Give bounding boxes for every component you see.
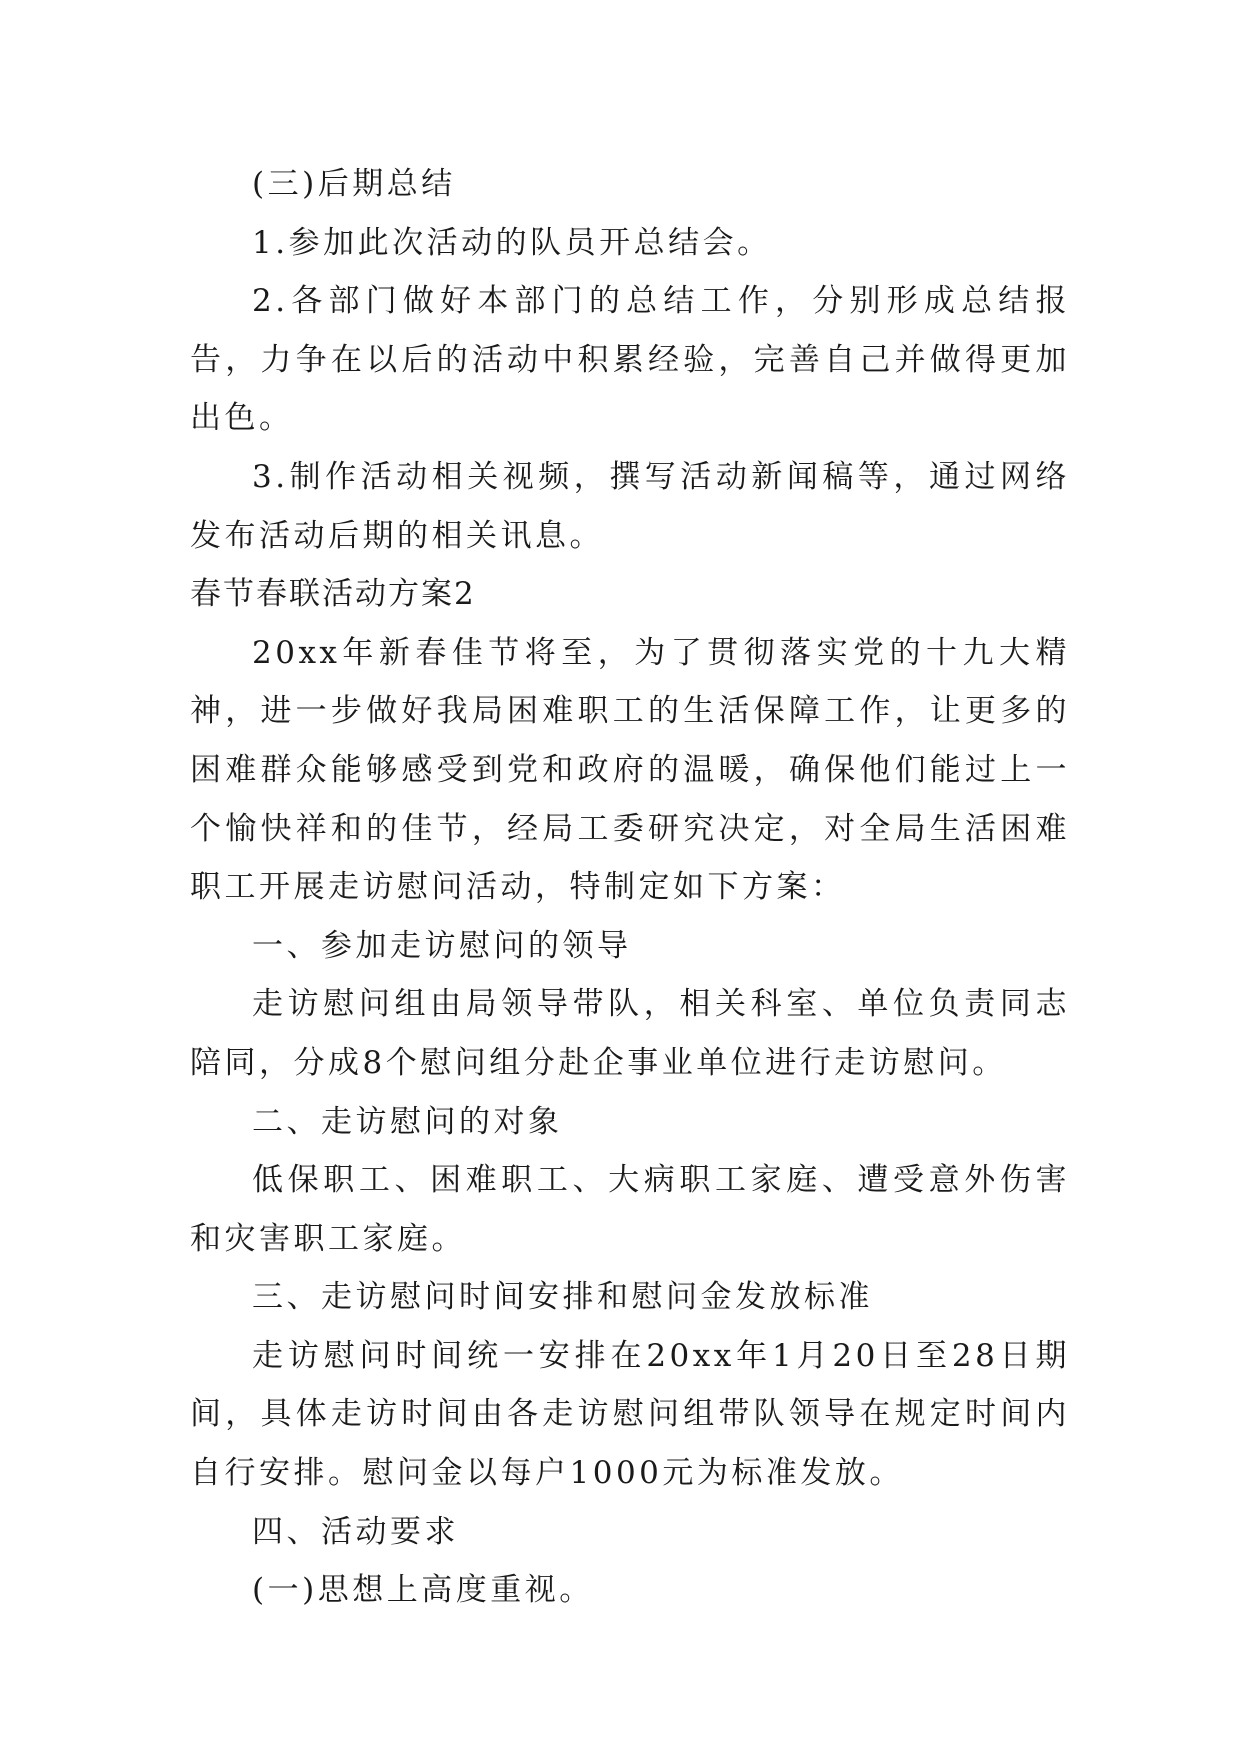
section-heading: (三)后期总结 [252,166,456,202]
intro-paragraph: 20xx年新春佳节将至，为了贯彻落实党的十九大精神，进一步做好我局困难职工的生活保障工作，让更多的困难群众能够感受到党和政府的温暖，确保他们能过上一个愉快祥和的佳节，经局工委研究决定，对全局生活困难职工开展走访慰问活动，特制定如下方案： [190,634,1070,906]
section-heading: 三、走访慰问时间安排和慰问金发放标准 [252,1279,873,1316]
body-paragraph: 走访慰问时间统一安排在20xx年1月20日至28日期间，具体走访时间由各走访慰问组带队领导在规定时间内自行安排。慰问金以每户1000元为标准发放。 [190,1337,1070,1492]
list-item: 2.各部门做好本部门的总结工作，分别形成总结报告，力争在以后的活动中积累经验，完善自己并做得更加出色。 [190,283,1070,437]
body-paragraph: 走访慰问组由局领导带队，相关科室、单位负责同志陪同，分成8个慰问组分赴企事业单位进行走访慰问。 [190,986,1070,1081]
section-heading: 一、参加走访慰问的领导 [252,927,632,964]
section-heading: 二、走访慰问的对象 [252,1103,563,1140]
section-heading: 四、活动要求 [252,1513,459,1550]
body-paragraph: 低保职工、困难职工、大病职工家庭、遭受意外伤害和灾害职工家庭。 [190,1162,1070,1257]
document-body [190,155,1070,1620]
list-item: 1.参加此次活动的队员开总结会。 [252,224,772,261]
sub-heading: (一)思想上高度重视。 [252,1572,594,1609]
document-title: 春节春联活动方案2 [190,576,476,613]
list-item: 3.制作活动相关视频，撰写活动新闻稿等，通过网络发布活动后期的相关讯息。 [190,458,1070,554]
